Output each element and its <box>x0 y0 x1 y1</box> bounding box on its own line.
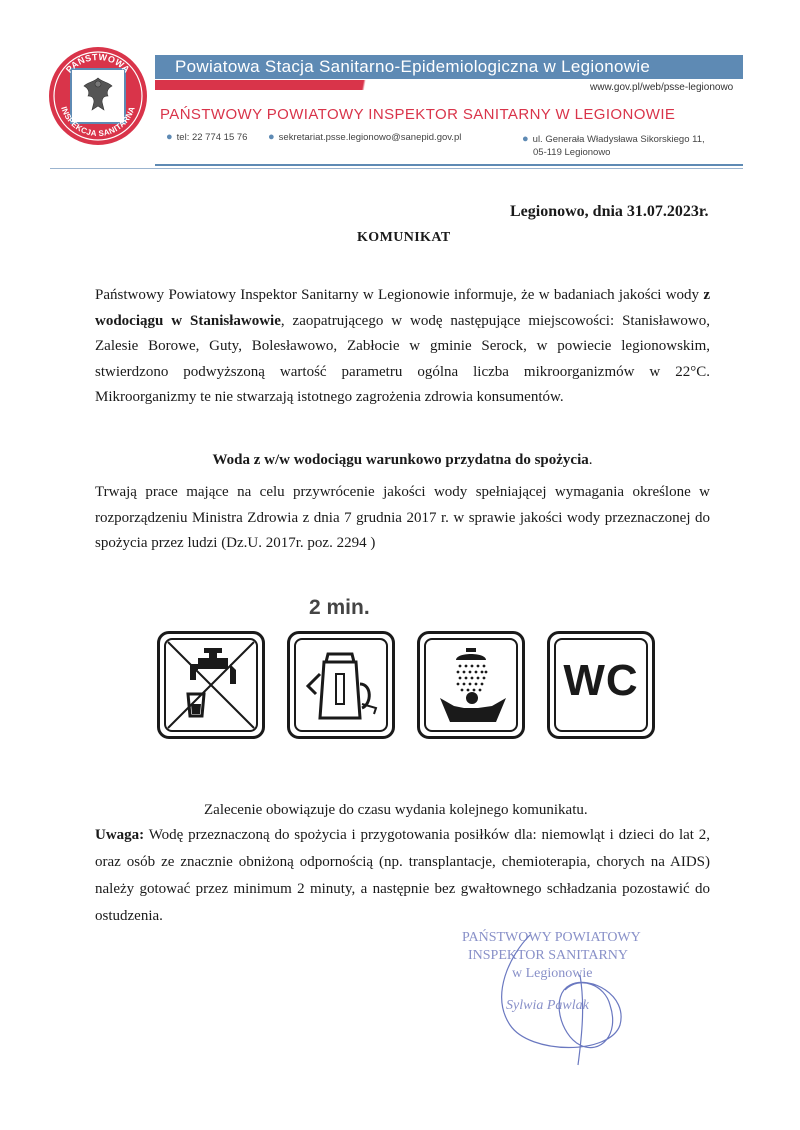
verdict-line <box>95 448 710 474</box>
warning-label: Uwaga: <box>95 827 145 843</box>
bullet-icon: ● <box>166 131 173 143</box>
warning-text: Wodę przeznaczoną do spożycia i przygotowania posiłków dla: niemowląt i dzieci do lat 2, oraz osób ze znacznie obniżoną odpornością (np. transplantacje, chemioterapia, chorych na AIDS) należy gotować przez minimum 2 minuty, a następnie bez gwałtownego schładzania pozostawić do ostudzenia. <box>95 827 710 924</box>
inspector-title: PAŃSTWOWY POWIATOWY INSPEKTOR SANITARNY W LEGIONOWIE <box>160 106 676 123</box>
inspection-logo <box>48 46 148 146</box>
shower-bath-icon <box>417 631 525 739</box>
email-text: sekretariat.psse.legionowo@sanepid.gov.pl <box>278 132 462 143</box>
stamp-line-2: INSPEKTOR SANITARNY <box>468 948 629 963</box>
stamp-line-4: Sylwia Pawlak <box>506 998 589 1013</box>
kettle-boil-icon <box>287 631 395 739</box>
stamp-line-3: w Legionowie <box>512 966 593 981</box>
address-line-1: ul. Generała Władysława Sikorskiego 11, <box>532 134 705 145</box>
wc-text: WC <box>563 656 639 705</box>
boil-time-label: 2 min. <box>309 596 370 619</box>
p1-end: , zaopatrującego w wodę następujące miejscowości: Stanisławowo, Zalesie Borowe, Guty, Bolesławowo, Zabłocie w gminie Serock, w powiecie legionowskim, stwierdzono podwyższoną wartość parametru ogólna liczba mikroorganizmów w 22°C. Mikroorganizmy te nie stwarzają istotnego zagrożenia zdrowia konsumentów. <box>95 312 710 405</box>
logo-text-bottom: INSPEKCJA SANITARNA <box>59 105 137 139</box>
wc-icon <box>547 631 655 739</box>
website-link[interactable]: www.gov.pl/web/psse-legionowo <box>590 82 734 93</box>
bullet-icon: ● <box>522 133 529 145</box>
header-divider <box>155 164 743 166</box>
handwritten-signature <box>470 915 650 1075</box>
header-divider-thin <box>50 168 743 169</box>
p1-start: Państwowy Powiatowy Inspektor Sanitarny w Legionowie informuje, że w badaniach jakości wody <box>95 287 704 303</box>
address-line-2: 05-119 Legionowo <box>533 147 611 158</box>
stamp-line-1: PAŃSTWOWY POWIATOWY <box>462 930 641 945</box>
date-line: Legionowo, dnia 31.07.2023r. <box>510 203 709 220</box>
paragraph-2: Trwają prace mające na celu przywrócenie jakości wody spełniającej wymagania określone w rozporządzeniu Ministra Zdrowia z dnia 7 grudnia 2017 r. w sprawie jakości wody przeznaczonej do spożycia przez ludzi (Dz.U. 2017r. poz. 2294 ) <box>95 484 710 551</box>
p1-bold: z wodociągu w Stanisławowie <box>95 287 710 329</box>
warning-paragraph <box>95 822 710 930</box>
verdict-end: . <box>588 452 593 468</box>
recommendation-note: Zalecenie obowiązuje do czasu wydania kolejnego komunikatu. <box>204 802 588 818</box>
bullet-icon: ● <box>268 131 275 143</box>
paragraph-1 <box>95 283 710 411</box>
contact-phone <box>166 131 247 143</box>
header-red-stripe <box>155 80 380 90</box>
verdict-text: Woda z w/w wodociągu warunkowo przydatna do spożycia <box>212 452 589 468</box>
no-drinking-tap-water-icon <box>157 631 265 739</box>
contact-address <box>522 133 705 158</box>
document-title: KOMUNIKAT <box>357 230 451 245</box>
phone-text: tel: 22 774 15 76 <box>176 132 248 143</box>
contact-email[interactable] <box>268 131 461 143</box>
institution-name: Powiatowa Stacja Sanitarno-Epidemiologiczna w Legionowie <box>175 57 651 76</box>
logo-text-top: PAŃSTWOWA <box>63 51 132 75</box>
